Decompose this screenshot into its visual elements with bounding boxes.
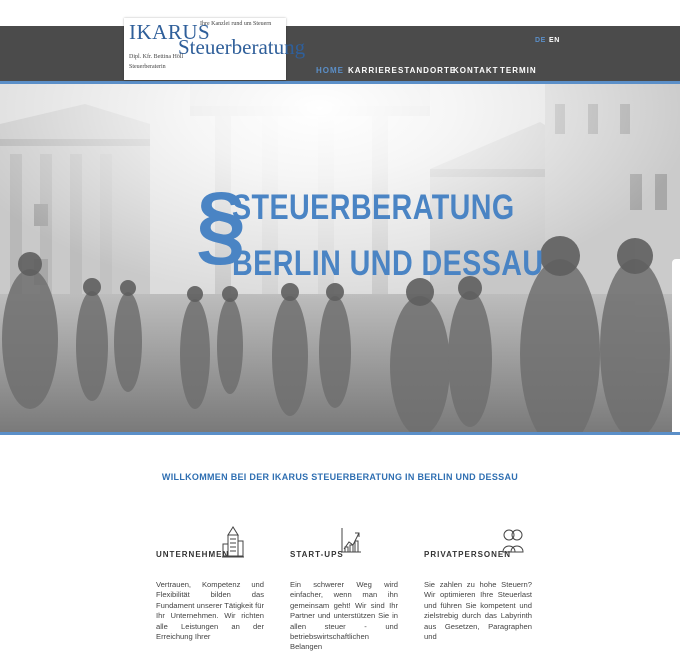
people-icon [502, 528, 524, 554]
logo-role: Steuerberaterin [129, 64, 166, 70]
logo-person: Dipl. Kfr. Bettina Höll [129, 54, 184, 60]
logo[interactable] [124, 18, 306, 80]
nav-home[interactable]: HOME [316, 66, 344, 75]
logo-name: IKARUS [129, 20, 211, 44]
service-title: PRIVATPERSONEN [424, 550, 512, 559]
service-title: UNTERNEHMEN [156, 550, 230, 559]
city-building-icon [222, 526, 244, 558]
nav-karriere[interactable]: KARRIERE [348, 66, 398, 75]
nav-standorte[interactable]: STANDORTE [398, 66, 457, 75]
nav-termin[interactable]: TERMIN [500, 66, 537, 75]
nav-kontakt[interactable]: KONTAKT [453, 66, 499, 75]
service-text: Vertrauen, Kompetenz und Flexibilität bilden das Fundament unserer Tätigkeit für Ihr Unternehmen. Wir richten alle Leistungen an der Erreichung Ihrer [156, 580, 264, 642]
growth-chart-icon [340, 526, 362, 554]
service-text: Sie zahlen zu hohe Steuern? Wir optimieren Ihre Steuerlast und führen Sie kompetent und zielstrebig durch das Labyrinth aus Gesetzen, Paragraphen und [424, 580, 532, 642]
lang-de-link[interactable]: DE [535, 37, 546, 44]
paragraph-symbol: § [196, 175, 247, 275]
service-title: START-UPS [290, 550, 344, 559]
hero-accent-line [0, 432, 680, 435]
service-text: Ein schwerer Weg wird einfacher, wenn man ihn gemeinsam geht! Wir sind Ihr Partner und unterstützen Sie in allen steuer - und betriebswirtschaftlichen Belangen [290, 580, 398, 652]
logo-subname: Steuerberatung [178, 35, 306, 59]
welcome-heading: WILLKOMMEN BEI DER IKARUS STEUERBERATUNG IN BERLIN UND DESSAU [161, 472, 519, 482]
hero-title-line1: STEUERBERATUNG [232, 188, 515, 227]
logo-claim: Ihre Kanzlei rund um Steuern [200, 21, 272, 27]
lang-en-link[interactable]: EN [549, 37, 560, 44]
side-tab[interactable] [672, 259, 680, 432]
hero-title-line2: BERLIN UND DESSAU [232, 244, 544, 283]
